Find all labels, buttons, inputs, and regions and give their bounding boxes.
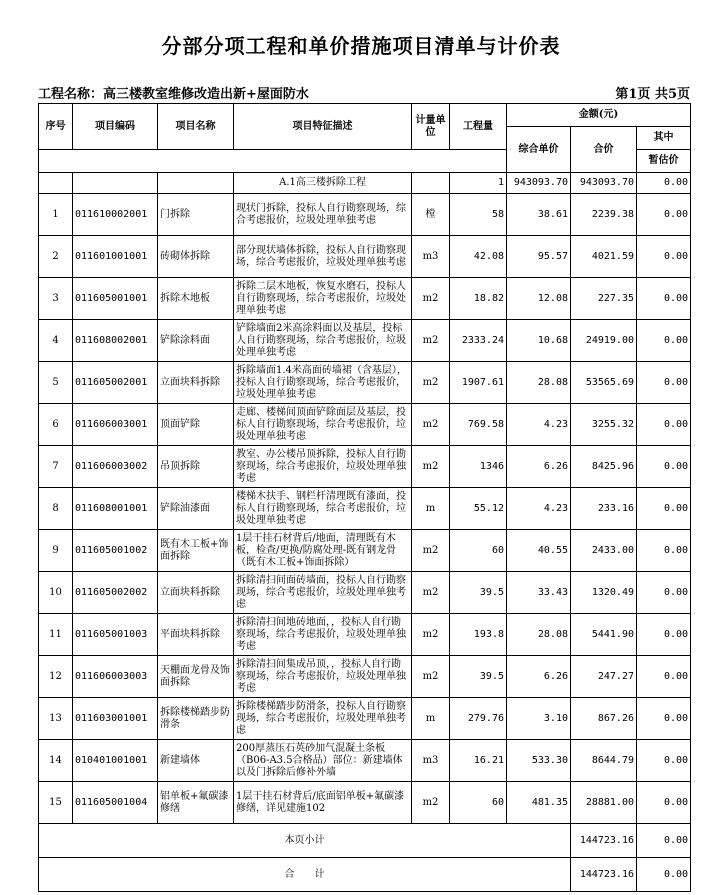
item-desc: 拆除清扫间面砖墙面，投标人自行勘察现场，综合考虑报价，垃圾处理单独考虑	[234, 572, 412, 614]
item-seq: 4	[39, 320, 73, 362]
item-unit-price: 28.08	[507, 614, 571, 656]
item-unit: m2	[412, 446, 450, 488]
subtotal-provisional: 0.00	[637, 824, 691, 858]
item-provisional: 0.00	[637, 530, 691, 572]
item-desc: 铲除墙面2米高涂料面以及基层，投标人自行勘察现场，综合考虑报价，垃圾处理单独考虑	[234, 320, 412, 362]
item-provisional: 0.00	[637, 362, 691, 404]
item-desc: 走廊、楼梯间顶面铲除面层及基层，投标人自行勘察现场，综合考虑报价，垃圾处理单独考虑	[234, 404, 412, 446]
item-name: 砖砌体拆除	[158, 236, 234, 278]
item-qty: 39.5	[450, 656, 507, 698]
item-unit: m	[412, 698, 450, 740]
item-unit-price: 3.10	[507, 698, 571, 740]
section-qty: 1	[450, 173, 507, 194]
item-total: 867.26	[571, 698, 637, 740]
item-provisional: 0.00	[637, 446, 691, 488]
item-provisional: 0.00	[637, 782, 691, 824]
item-desc: 拆除墙面1.4米高面砖墙裙（含基层），投标人自行勘察现场，综合考虑报价，垃圾处理单独考虑	[234, 362, 412, 404]
sum-label: 合 计	[39, 858, 571, 892]
item-code: 011610002001	[73, 194, 158, 236]
item-unit-price: 6.26	[507, 656, 571, 698]
item-seq: 1	[39, 194, 73, 236]
item-unit: m3	[412, 740, 450, 782]
item-provisional: 0.00	[637, 194, 691, 236]
item-seq: 12	[39, 656, 73, 698]
subtotal-label: 本页小计	[39, 824, 571, 858]
header-qty: 工程量	[450, 104, 507, 150]
item-unit-price: 40.55	[507, 530, 571, 572]
item-name: 立面块料拆除	[158, 362, 234, 404]
header-desc: 项目特征描述	[234, 104, 412, 150]
table-row	[39, 488, 691, 530]
item-qty: 60	[450, 782, 507, 824]
item-unit: m3	[412, 236, 450, 278]
item-total: 5441.90	[571, 614, 637, 656]
item-desc: 拆除清扫间地砖地面，，投标人自行勘察现场，综合考虑报价，垃圾处理单独考虑	[234, 614, 412, 656]
item-unit: m2	[412, 404, 450, 446]
item-name: 平面块料拆除	[158, 614, 234, 656]
table-row	[39, 572, 691, 614]
table-row	[39, 656, 691, 698]
item-seq: 2	[39, 236, 73, 278]
item-code: 011605001003	[73, 614, 158, 656]
item-total: 8644.79	[571, 740, 637, 782]
table-row	[39, 740, 691, 782]
item-qty: 39.5	[450, 572, 507, 614]
item-total: 53565.69	[571, 362, 637, 404]
item-provisional: 0.00	[637, 320, 691, 362]
table-row	[39, 278, 691, 320]
item-name: 铝单板+氟碳漆修缮	[158, 782, 234, 824]
item-qty: 2333.24	[450, 320, 507, 362]
item-code: 011606003001	[73, 404, 158, 446]
item-unit-price: 38.61	[507, 194, 571, 236]
item-code: 011608002001	[73, 320, 158, 362]
item-desc: 1层干挂石材背后/地面，清理既有木板，检查/更换/防腐处理-既有钢龙骨（既有木工板+饰面拆除）	[234, 530, 412, 572]
table-row	[39, 614, 691, 656]
item-code: 011605002002	[73, 572, 158, 614]
item-total: 1320.49	[571, 572, 637, 614]
table-row	[39, 320, 691, 362]
item-unit-price: 4.23	[507, 488, 571, 530]
item-seq: 8	[39, 488, 73, 530]
item-desc: 现状门拆除，投标人自行勘察现场，综合考虑报价，垃圾处理单独考虑	[234, 194, 412, 236]
item-seq: 13	[39, 698, 73, 740]
item-code: 010401001001	[73, 740, 158, 782]
item-seq: 11	[39, 614, 73, 656]
item-name: 顶面铲除	[158, 404, 234, 446]
sum-total: 144723.16	[571, 858, 637, 892]
header-total: 合价	[571, 127, 637, 173]
section-total: 943093.70	[571, 173, 637, 194]
header-unit-price: 综合单价	[507, 127, 571, 173]
item-seq: 10	[39, 572, 73, 614]
section-seq	[39, 173, 73, 194]
item-name: 拆除楼梯踏步防滑条	[158, 698, 234, 740]
item-desc: 拆除清扫间集成吊顶，，投标人自行勘察现场，综合考虑报价，垃圾处理单独考虑	[234, 656, 412, 698]
item-unit-price: 481.35	[507, 782, 571, 824]
section-unit-price: 943093.70	[507, 173, 571, 194]
item-provisional: 0.00	[637, 278, 691, 320]
item-unit-price: 28.08	[507, 362, 571, 404]
section-title: A.1高三楼拆除工程	[234, 173, 412, 194]
item-qty: 279.76	[450, 698, 507, 740]
item-seq: 3	[39, 278, 73, 320]
item-desc: 部分现状墙体拆除，投标人自行勘察现场，综合考虑报价，垃圾处理单独考虑	[234, 236, 412, 278]
item-name: 拆除木地板	[158, 278, 234, 320]
item-desc: 1层干挂石材背后/底面铝单板+氟碳漆修缮，详见建施102	[234, 782, 412, 824]
item-desc: 拆除楼梯踏步防滑条，投标人自行勘察现场，综合考虑报价，垃圾处理单独考虑	[234, 698, 412, 740]
item-name: 既有木工板+饰面拆除	[158, 530, 234, 572]
item-code: 011605002001	[73, 362, 158, 404]
header-spacer	[39, 150, 507, 173]
section-provisional: 0.00	[637, 173, 691, 194]
item-seq: 6	[39, 404, 73, 446]
section-name	[158, 173, 234, 194]
item-name: 立面块料拆除	[158, 572, 234, 614]
item-total: 2433.00	[571, 530, 637, 572]
item-unit-price: 95.57	[507, 236, 571, 278]
item-code: 011606003003	[73, 656, 158, 698]
item-code: 011605001002	[73, 530, 158, 572]
item-unit-price: 33.43	[507, 572, 571, 614]
table-row	[39, 362, 691, 404]
item-name: 门拆除	[158, 194, 234, 236]
header-provisional: 暂估价	[637, 150, 691, 173]
item-name: 吊顶拆除	[158, 446, 234, 488]
header-seq: 序号	[39, 104, 73, 150]
subtotal-total: 144723.16	[571, 824, 637, 858]
item-qty: 1907.61	[450, 362, 507, 404]
item-unit: m2	[412, 656, 450, 698]
item-qty: 193.8	[450, 614, 507, 656]
item-provisional: 0.00	[637, 614, 691, 656]
item-total: 247.27	[571, 656, 637, 698]
item-provisional: 0.00	[637, 656, 691, 698]
section-code	[73, 173, 158, 194]
table-row	[39, 194, 691, 236]
table-row	[39, 446, 691, 488]
item-total: 28881.00	[571, 782, 637, 824]
sum-row	[39, 858, 691, 892]
item-seq: 14	[39, 740, 73, 782]
item-unit: m2	[412, 530, 450, 572]
page-info: 第1页 共5页	[615, 87, 690, 102]
item-unit: m2	[412, 782, 450, 824]
item-provisional: 0.00	[637, 488, 691, 530]
item-unit: m2	[412, 362, 450, 404]
meta-bar	[38, 83, 690, 101]
item-qty: 18.82	[450, 278, 507, 320]
item-desc: 200厚蒸压石英砂加气混凝土条板（B06-A3.5合格品）部位：新建墙体以及门拆除后修补外墙	[234, 740, 412, 782]
item-qty: 55.12	[450, 488, 507, 530]
page-title: 分部分项工程和单价措施项目清单与计价表	[161, 34, 561, 58]
item-qty: 769.58	[450, 404, 507, 446]
item-code: 011601001001	[73, 236, 158, 278]
header-code: 项目编码	[73, 104, 158, 150]
header-of-which: 其中	[637, 127, 691, 150]
item-qty: 42.08	[450, 236, 507, 278]
item-qty: 1346	[450, 446, 507, 488]
project-name: 工程名称：高三楼教室维修改造出新+屋面防水	[38, 87, 309, 102]
item-total: 4021.59	[571, 236, 637, 278]
item-code: 011605001001	[73, 278, 158, 320]
sum-provisional: 0.00	[637, 858, 691, 892]
header-unit: 计量单位	[412, 104, 450, 150]
item-unit: m2	[412, 278, 450, 320]
item-total: 3255.32	[571, 404, 637, 446]
section-unit	[412, 173, 450, 194]
section-row	[39, 173, 691, 194]
item-provisional: 0.00	[637, 236, 691, 278]
item-total: 233.16	[571, 488, 637, 530]
item-name: 铲除油漆面	[158, 488, 234, 530]
item-unit-price: 4.23	[507, 404, 571, 446]
item-unit: m2	[412, 614, 450, 656]
item-unit: m2	[412, 572, 450, 614]
item-total: 2239.38	[571, 194, 637, 236]
item-provisional: 0.00	[637, 404, 691, 446]
item-unit-price: 10.68	[507, 320, 571, 362]
item-qty: 58	[450, 194, 507, 236]
header-name: 项目名称	[158, 104, 234, 150]
table-row	[39, 530, 691, 572]
header-amount: 金额(元)	[507, 104, 691, 127]
item-unit: m2	[412, 320, 450, 362]
item-name: 新建墙体	[158, 740, 234, 782]
item-unit-price: 533.30	[507, 740, 571, 782]
subtotal-row	[39, 824, 691, 858]
bill-table	[38, 103, 691, 892]
item-name: 铲除涂料面	[158, 320, 234, 362]
item-seq: 15	[39, 782, 73, 824]
item-qty: 60	[450, 530, 507, 572]
item-provisional: 0.00	[637, 740, 691, 782]
item-unit-price: 6.26	[507, 446, 571, 488]
item-unit: 樘	[412, 194, 450, 236]
item-seq: 7	[39, 446, 73, 488]
item-desc: 拆除二层木地板，恢复水磨石，投标人自行勘察现场，综合考虑报价，垃圾处理单独考虑	[234, 278, 412, 320]
table-row	[39, 404, 691, 446]
item-desc: 教室、办公楼吊顶拆除，投标人自行勘察现场，综合考虑报价，垃圾处理单独考虑	[234, 446, 412, 488]
item-code: 011603001001	[73, 698, 158, 740]
item-qty: 16.21	[450, 740, 507, 782]
item-code: 011606003002	[73, 446, 158, 488]
item-name: 天棚面龙骨及饰面拆除	[158, 656, 234, 698]
item-total: 227.35	[571, 278, 637, 320]
item-code: 011608001001	[73, 488, 158, 530]
item-desc: 楼梯木扶手、钢栏杆清理既有漆面，投标人自行勘察现场，综合考虑报价，垃圾处理单独考虑	[234, 488, 412, 530]
table-row	[39, 782, 691, 824]
item-total: 24919.00	[571, 320, 637, 362]
item-unit: m	[412, 488, 450, 530]
item-seq: 5	[39, 362, 73, 404]
item-provisional: 0.00	[637, 698, 691, 740]
item-code: 011605001004	[73, 782, 158, 824]
item-unit-price: 12.08	[507, 278, 571, 320]
table-row	[39, 698, 691, 740]
table-row	[39, 236, 691, 278]
item-seq: 9	[39, 530, 73, 572]
item-provisional: 0.00	[637, 572, 691, 614]
item-total: 8425.96	[571, 446, 637, 488]
